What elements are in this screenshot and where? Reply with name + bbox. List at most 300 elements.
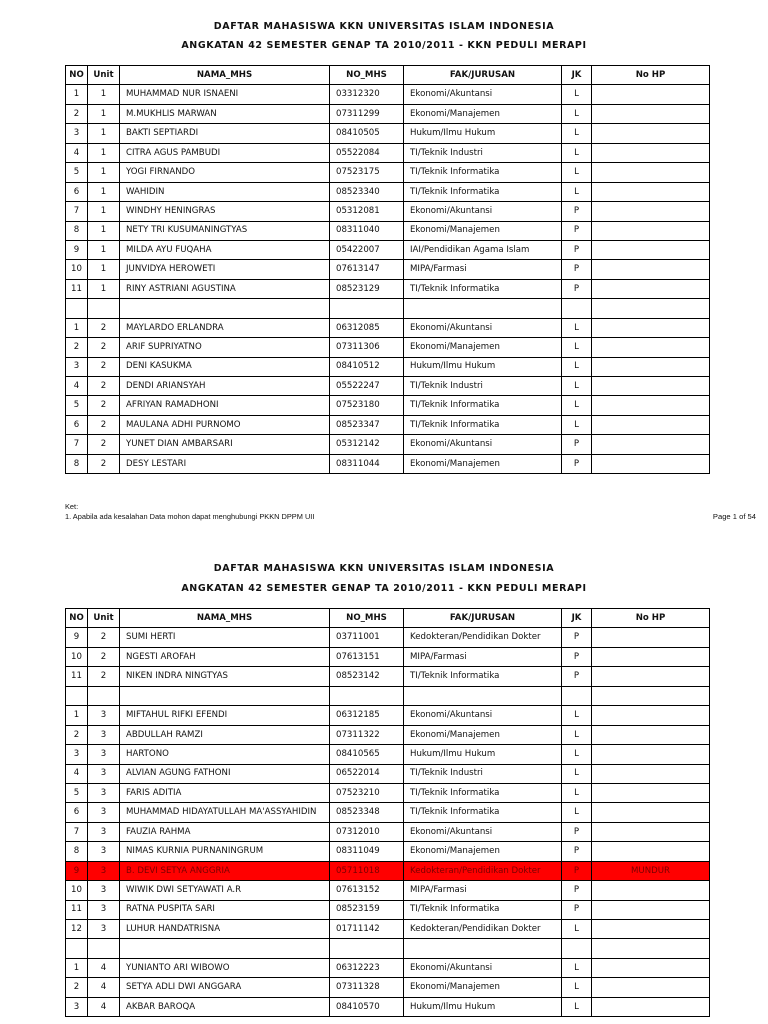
table-row (66, 647, 710, 666)
table-row-highlighted (66, 861, 710, 880)
cell-no: 10 (66, 881, 88, 900)
cell-no: 11 (66, 279, 88, 298)
cell-no: 1 (66, 85, 88, 104)
table-row (66, 920, 710, 939)
cell-no-mhs: 07613152 (330, 881, 404, 900)
cell-unit: 1 (88, 85, 120, 104)
cell-jk: L (562, 163, 592, 182)
cell-nama: NIKEN INDRA NINGTYAS (120, 667, 330, 686)
empty-cell (66, 939, 88, 958)
cell-nama: NIMAS KURNIA PURNANINGRUM (120, 842, 330, 861)
table-row (66, 377, 710, 396)
footer-ket: Ket: (65, 502, 79, 511)
cell-unit: 2 (88, 338, 120, 357)
table-row (66, 958, 710, 977)
cell-no-hp (592, 958, 710, 977)
cell-nama: NGESTI AROFAH (120, 647, 330, 666)
table-row (66, 783, 710, 802)
cell-nama: ARIF SUPRIYATNO (120, 338, 330, 357)
cell-unit: 4 (88, 997, 120, 1016)
cell-jk: L (562, 783, 592, 802)
cell-no: 7 (66, 202, 88, 221)
cell-no-hp (592, 260, 710, 279)
cell-unit: 1 (88, 104, 120, 123)
cell-unit: 1 (88, 221, 120, 240)
cell-fakultas: TI/Teknik Informatika (404, 803, 562, 822)
cell-nama: WAHIDIN (120, 182, 330, 201)
document-title: DAFTAR MAHASISWA KKN UNIVERSITAS ISLAM INDONESIA (213, 21, 555, 32)
cell-unit: 2 (88, 628, 120, 647)
cell-no-mhs: 08311040 (330, 221, 404, 240)
cell-unit: 2 (88, 415, 120, 434)
cell-unit: 1 (88, 143, 120, 162)
cell-unit: 4 (88, 978, 120, 997)
cell-no-mhs: 08523142 (330, 667, 404, 686)
cell-no-mhs: 08410505 (330, 124, 404, 143)
cell-nama: DENDI ARIANSYAH (120, 377, 330, 396)
cell-nama: WIWIK DWI SETYAWATI A.R (120, 881, 330, 900)
cell-jk: L (562, 104, 592, 123)
cell-no: 9 (66, 240, 88, 259)
cell-jk: L (562, 124, 592, 143)
cell-no-mhs: 08410512 (330, 357, 404, 376)
cell-nama: FARIS ADITIA (120, 783, 330, 802)
document-subtitle: ANGKATAN 42 SEMESTER GENAP TA 2010/2011 - KKN PEDULI MERAPI (181, 40, 587, 51)
cell-unit: 3 (88, 900, 120, 919)
cell-nama: MILDA AYU FUQAHA (120, 240, 330, 259)
student-table (65, 608, 710, 1017)
cell-jk: L (562, 318, 592, 337)
empty-cell (330, 299, 404, 318)
cell-no: 12 (66, 920, 88, 939)
col-header-no: NO (66, 66, 88, 85)
cell-nama: DESY LESTARI (120, 454, 330, 473)
col-header-unit: Unit (88, 66, 120, 85)
empty-cell (88, 686, 120, 705)
cell-no: 7 (66, 435, 88, 454)
cell-fakultas: Kedokteran/Pendidikan Dokter (404, 861, 562, 880)
cell-no-hp (592, 182, 710, 201)
cell-unit: 1 (88, 240, 120, 259)
table-row (66, 260, 710, 279)
cell-no-hp: MUNDUR (592, 861, 710, 880)
cell-nama: JUNVIDYA HEROWETI (120, 260, 330, 279)
cell-no-hp (592, 842, 710, 861)
cell-no-hp (592, 667, 710, 686)
cell-no-mhs: 08410570 (330, 997, 404, 1016)
cell-fakultas: Ekonomi/Akuntansi (404, 822, 562, 841)
cell-no: 3 (66, 357, 88, 376)
cell-no: 5 (66, 396, 88, 415)
cell-unit: 2 (88, 647, 120, 666)
col-header-jk: JK (562, 609, 592, 628)
table-row (66, 221, 710, 240)
cell-nama: YOGI FIRNANDO (120, 163, 330, 182)
table-row (66, 454, 710, 473)
cell-no-hp (592, 764, 710, 783)
empty-cell (592, 939, 710, 958)
cell-no-hp (592, 725, 710, 744)
cell-no: 2 (66, 725, 88, 744)
col-header-nama: NAMA_MHS (120, 609, 330, 628)
cell-no-mhs: 08523348 (330, 803, 404, 822)
cell-jk: L (562, 377, 592, 396)
table-row (66, 279, 710, 298)
cell-no-mhs: 07613151 (330, 647, 404, 666)
table-row (66, 997, 710, 1016)
cell-fakultas: TI/Teknik Industri (404, 764, 562, 783)
col-header-nama: NAMA_MHS (120, 66, 330, 85)
empty-cell (120, 299, 330, 318)
cell-no: 4 (66, 143, 88, 162)
cell-no-mhs: 03312320 (330, 85, 404, 104)
empty-cell (88, 939, 120, 958)
table-row (66, 706, 710, 725)
cell-jk: L (562, 997, 592, 1016)
cell-jk: L (562, 958, 592, 977)
cell-unit: 2 (88, 435, 120, 454)
table-row (66, 338, 710, 357)
cell-no-mhs: 07311322 (330, 725, 404, 744)
cell-no-mhs: 06522014 (330, 764, 404, 783)
table-row (66, 978, 710, 997)
table-spacer-row (66, 299, 710, 318)
cell-unit: 3 (88, 822, 120, 841)
cell-jk: P (562, 628, 592, 647)
cell-nama: AKBAR BAROQA (120, 997, 330, 1016)
cell-no-mhs: 07613147 (330, 260, 404, 279)
cell-nama: FAUZIA RAHMA (120, 822, 330, 841)
empty-cell (330, 939, 404, 958)
cell-jk: L (562, 85, 592, 104)
cell-fakultas: Hukum/Ilmu Hukum (404, 357, 562, 376)
cell-no-hp (592, 706, 710, 725)
cell-unit: 3 (88, 861, 120, 880)
cell-no-mhs: 08410565 (330, 745, 404, 764)
cell-nama: CITRA AGUS PAMBUDI (120, 143, 330, 162)
cell-unit: 1 (88, 124, 120, 143)
empty-cell (66, 299, 88, 318)
col-header-no-hp: No HP (592, 609, 710, 628)
cell-jk: P (562, 861, 592, 880)
cell-no-hp (592, 279, 710, 298)
cell-no: 2 (66, 104, 88, 123)
cell-no-hp (592, 997, 710, 1016)
cell-unit: 1 (88, 202, 120, 221)
table-row (66, 318, 710, 337)
cell-jk: P (562, 221, 592, 240)
cell-fakultas: Kedokteran/Pendidikan Dokter (404, 628, 562, 647)
cell-no-hp (592, 221, 710, 240)
cell-no: 9 (66, 861, 88, 880)
cell-no-mhs: 07311328 (330, 978, 404, 997)
table-row (66, 764, 710, 783)
cell-no-hp (592, 628, 710, 647)
cell-fakultas: Ekonomi/Manajemen (404, 338, 562, 357)
cell-fakultas: Ekonomi/Akuntansi (404, 202, 562, 221)
cell-no: 11 (66, 900, 88, 919)
cell-no: 1 (66, 706, 88, 725)
cell-jk: L (562, 706, 592, 725)
cell-nama: HARTONO (120, 745, 330, 764)
table-row (66, 822, 710, 841)
cell-no: 3 (66, 997, 88, 1016)
col-header-no: NO (66, 609, 88, 628)
cell-unit: 3 (88, 706, 120, 725)
col-header-fakultas: FAK/JURUSAN (404, 609, 562, 628)
empty-cell (404, 939, 562, 958)
table-row (66, 396, 710, 415)
cell-no-mhs: 08523347 (330, 415, 404, 434)
cell-no: 2 (66, 338, 88, 357)
cell-nama: RATNA PUSPITA SARI (120, 900, 330, 919)
footer-note: 1. Apabila ada kesalahan Data mohon dapat menghubungi PKKN DPPM UII (65, 511, 315, 521)
cell-no: 1 (66, 318, 88, 337)
cell-jk: L (562, 182, 592, 201)
cell-no: 3 (66, 124, 88, 143)
cell-unit: 1 (88, 163, 120, 182)
cell-unit: 3 (88, 803, 120, 822)
cell-fakultas: TI/Teknik Informatika (404, 279, 562, 298)
cell-nama: MUHAMMAD HIDAYATULLAH MA'ASSYAHIDIN (120, 803, 330, 822)
cell-no-mhs: 06312223 (330, 958, 404, 977)
cell-fakultas: TI/Teknik Informatika (404, 667, 562, 686)
cell-nama: WINDHY HENINGRAS (120, 202, 330, 221)
cell-no-mhs: 08523129 (330, 279, 404, 298)
table-row (66, 202, 710, 221)
cell-jk: L (562, 396, 592, 415)
cell-no: 6 (66, 182, 88, 201)
table-row (66, 143, 710, 162)
cell-no-mhs: 08311044 (330, 454, 404, 473)
cell-fakultas: Ekonomi/Akuntansi (404, 318, 562, 337)
cell-nama: LUHUR HANDATRISNA (120, 920, 330, 939)
empty-cell (404, 299, 562, 318)
cell-no-hp (592, 745, 710, 764)
cell-no-hp (592, 783, 710, 802)
cell-no-hp (592, 357, 710, 376)
cell-unit: 3 (88, 725, 120, 744)
cell-fakultas: TI/Teknik Industri (404, 377, 562, 396)
empty-cell (66, 686, 88, 705)
cell-no: 6 (66, 803, 88, 822)
cell-jk: P (562, 842, 592, 861)
cell-no-hp (592, 647, 710, 666)
col-header-no-hp: No HP (592, 66, 710, 85)
cell-fakultas: Hukum/Ilmu Hukum (404, 124, 562, 143)
cell-no-hp (592, 143, 710, 162)
cell-unit: 3 (88, 745, 120, 764)
cell-nama: BAKTI SEPTIARDI (120, 124, 330, 143)
cell-jk: P (562, 881, 592, 900)
table-row (66, 628, 710, 647)
cell-no: 11 (66, 667, 88, 686)
cell-no-mhs: 07311299 (330, 104, 404, 123)
cell-fakultas: TI/Teknik Informatika (404, 396, 562, 415)
cell-no-hp (592, 803, 710, 822)
cell-jk: P (562, 202, 592, 221)
cell-no: 9 (66, 628, 88, 647)
table-row (66, 357, 710, 376)
cell-no: 7 (66, 822, 88, 841)
cell-no-mhs: 05312081 (330, 202, 404, 221)
cell-no-mhs: 08523340 (330, 182, 404, 201)
cell-fakultas: Hukum/Ilmu Hukum (404, 997, 562, 1016)
col-header-no-mhs: NO_MHS (330, 609, 404, 628)
table-row (66, 667, 710, 686)
cell-unit: 2 (88, 377, 120, 396)
footer-notes (65, 502, 314, 522)
cell-no: 10 (66, 647, 88, 666)
cell-nama: MAYLARDO ERLANDRA (120, 318, 330, 337)
cell-jk: L (562, 338, 592, 357)
cell-nama: SETYA ADLI DWI ANGGARA (120, 978, 330, 997)
cell-no-mhs: 07523210 (330, 783, 404, 802)
cell-nama: AFRIYAN RAMADHONI (120, 396, 330, 415)
table-spacer-row (66, 686, 710, 705)
cell-fakultas: Kedokteran/Pendidikan Dokter (404, 920, 562, 939)
cell-jk: P (562, 240, 592, 259)
cell-no-mhs: 07311306 (330, 338, 404, 357)
cell-jk: L (562, 803, 592, 822)
cell-no-mhs: 07523180 (330, 396, 404, 415)
cell-jk: L (562, 920, 592, 939)
cell-no: 5 (66, 783, 88, 802)
student-table (65, 65, 710, 474)
empty-cell (592, 299, 710, 318)
empty-cell (404, 686, 562, 705)
cell-fakultas: Ekonomi/Akuntansi (404, 958, 562, 977)
cell-no: 2 (66, 978, 88, 997)
cell-unit: 2 (88, 667, 120, 686)
table-header-row (66, 609, 710, 628)
table-row (66, 85, 710, 104)
cell-no-hp (592, 240, 710, 259)
cell-no-mhs: 05522084 (330, 143, 404, 162)
cell-fakultas: Ekonomi/Manajemen (404, 454, 562, 473)
cell-no-hp (592, 163, 710, 182)
empty-cell (562, 939, 592, 958)
cell-fakultas: Hukum/Ilmu Hukum (404, 745, 562, 764)
cell-no-hp (592, 415, 710, 434)
table-row (66, 745, 710, 764)
table-row (66, 182, 710, 201)
cell-no-hp (592, 978, 710, 997)
cell-no-mhs: 05711018 (330, 861, 404, 880)
cell-no-hp (592, 124, 710, 143)
cell-unit: 3 (88, 764, 120, 783)
cell-unit: 2 (88, 396, 120, 415)
cell-no-hp (592, 454, 710, 473)
cell-no-hp (592, 338, 710, 357)
cell-jk: P (562, 279, 592, 298)
cell-no-mhs: 08311049 (330, 842, 404, 861)
cell-nama: ABDULLAH RAMZI (120, 725, 330, 744)
cell-no: 6 (66, 415, 88, 434)
cell-fakultas: MIPA/Farmasi (404, 881, 562, 900)
cell-nama: DENI KASUKMA (120, 357, 330, 376)
cell-no: 8 (66, 221, 88, 240)
cell-unit: 3 (88, 920, 120, 939)
cell-no: 4 (66, 377, 88, 396)
cell-fakultas: TI/Teknik Informatika (404, 900, 562, 919)
cell-no-mhs: 05522247 (330, 377, 404, 396)
cell-no-mhs: 06312185 (330, 706, 404, 725)
cell-no: 8 (66, 842, 88, 861)
cell-no: 4 (66, 764, 88, 783)
cell-no: 10 (66, 260, 88, 279)
cell-no-mhs: 07523175 (330, 163, 404, 182)
cell-unit: 1 (88, 182, 120, 201)
cell-jk: L (562, 415, 592, 434)
cell-no-hp (592, 435, 710, 454)
cell-no-hp (592, 202, 710, 221)
cell-nama: M.MUKHLIS MARWAN (120, 104, 330, 123)
cell-unit: 3 (88, 842, 120, 861)
cell-jk: L (562, 978, 592, 997)
cell-fakultas: TI/Teknik Informatika (404, 415, 562, 434)
table-spacer-row (66, 939, 710, 958)
cell-nama: NETY TRI KUSUMANINGTYAS (120, 221, 330, 240)
cell-no-mhs: 03711001 (330, 628, 404, 647)
cell-unit: 3 (88, 881, 120, 900)
cell-fakultas: Ekonomi/Manajemen (404, 842, 562, 861)
cell-jk: P (562, 435, 592, 454)
empty-cell (562, 686, 592, 705)
cell-no-hp (592, 318, 710, 337)
cell-unit: 4 (88, 958, 120, 977)
cell-fakultas: Ekonomi/Manajemen (404, 221, 562, 240)
cell-no: 3 (66, 745, 88, 764)
cell-nama: SUMI HERTI (120, 628, 330, 647)
cell-fakultas: Ekonomi/Akuntansi (404, 435, 562, 454)
col-header-jk: JK (562, 66, 592, 85)
table-row (66, 163, 710, 182)
cell-fakultas: TI/Teknik Informatika (404, 163, 562, 182)
cell-unit: 1 (88, 279, 120, 298)
page-number: Page 1 of 54 (712, 512, 756, 521)
cell-nama: B. DEVI SETYA ANGGRIA (120, 861, 330, 880)
cell-no-mhs: 06312085 (330, 318, 404, 337)
table-header-row (66, 66, 710, 85)
cell-fakultas: Ekonomi/Akuntansi (404, 85, 562, 104)
cell-fakultas: Ekonomi/Manajemen (404, 978, 562, 997)
empty-cell (120, 686, 330, 705)
cell-jk: L (562, 357, 592, 376)
empty-cell (330, 686, 404, 705)
table-row (66, 240, 710, 259)
table-row (66, 900, 710, 919)
cell-fakultas: TI/Teknik Industri (404, 143, 562, 162)
cell-jk: P (562, 667, 592, 686)
cell-nama: MUHAMMAD NUR ISNAENI (120, 85, 330, 104)
empty-cell (120, 939, 330, 958)
cell-fakultas: Ekonomi/Manajemen (404, 104, 562, 123)
cell-no: 8 (66, 454, 88, 473)
empty-cell (562, 299, 592, 318)
cell-nama: MAULANA ADHI PURNOMO (120, 415, 330, 434)
cell-jk: L (562, 143, 592, 162)
cell-no-mhs: 07312010 (330, 822, 404, 841)
cell-no-hp (592, 104, 710, 123)
cell-fakultas: IAI/Pendidikan Agama Islam (404, 240, 562, 259)
cell-nama: YUNIANTO ARI WIBOWO (120, 958, 330, 977)
cell-no: 1 (66, 958, 88, 977)
empty-cell (592, 686, 710, 705)
cell-unit: 3 (88, 783, 120, 802)
cell-fakultas: MIPA/Farmasi (404, 647, 562, 666)
cell-no-mhs: 05422007 (330, 240, 404, 259)
